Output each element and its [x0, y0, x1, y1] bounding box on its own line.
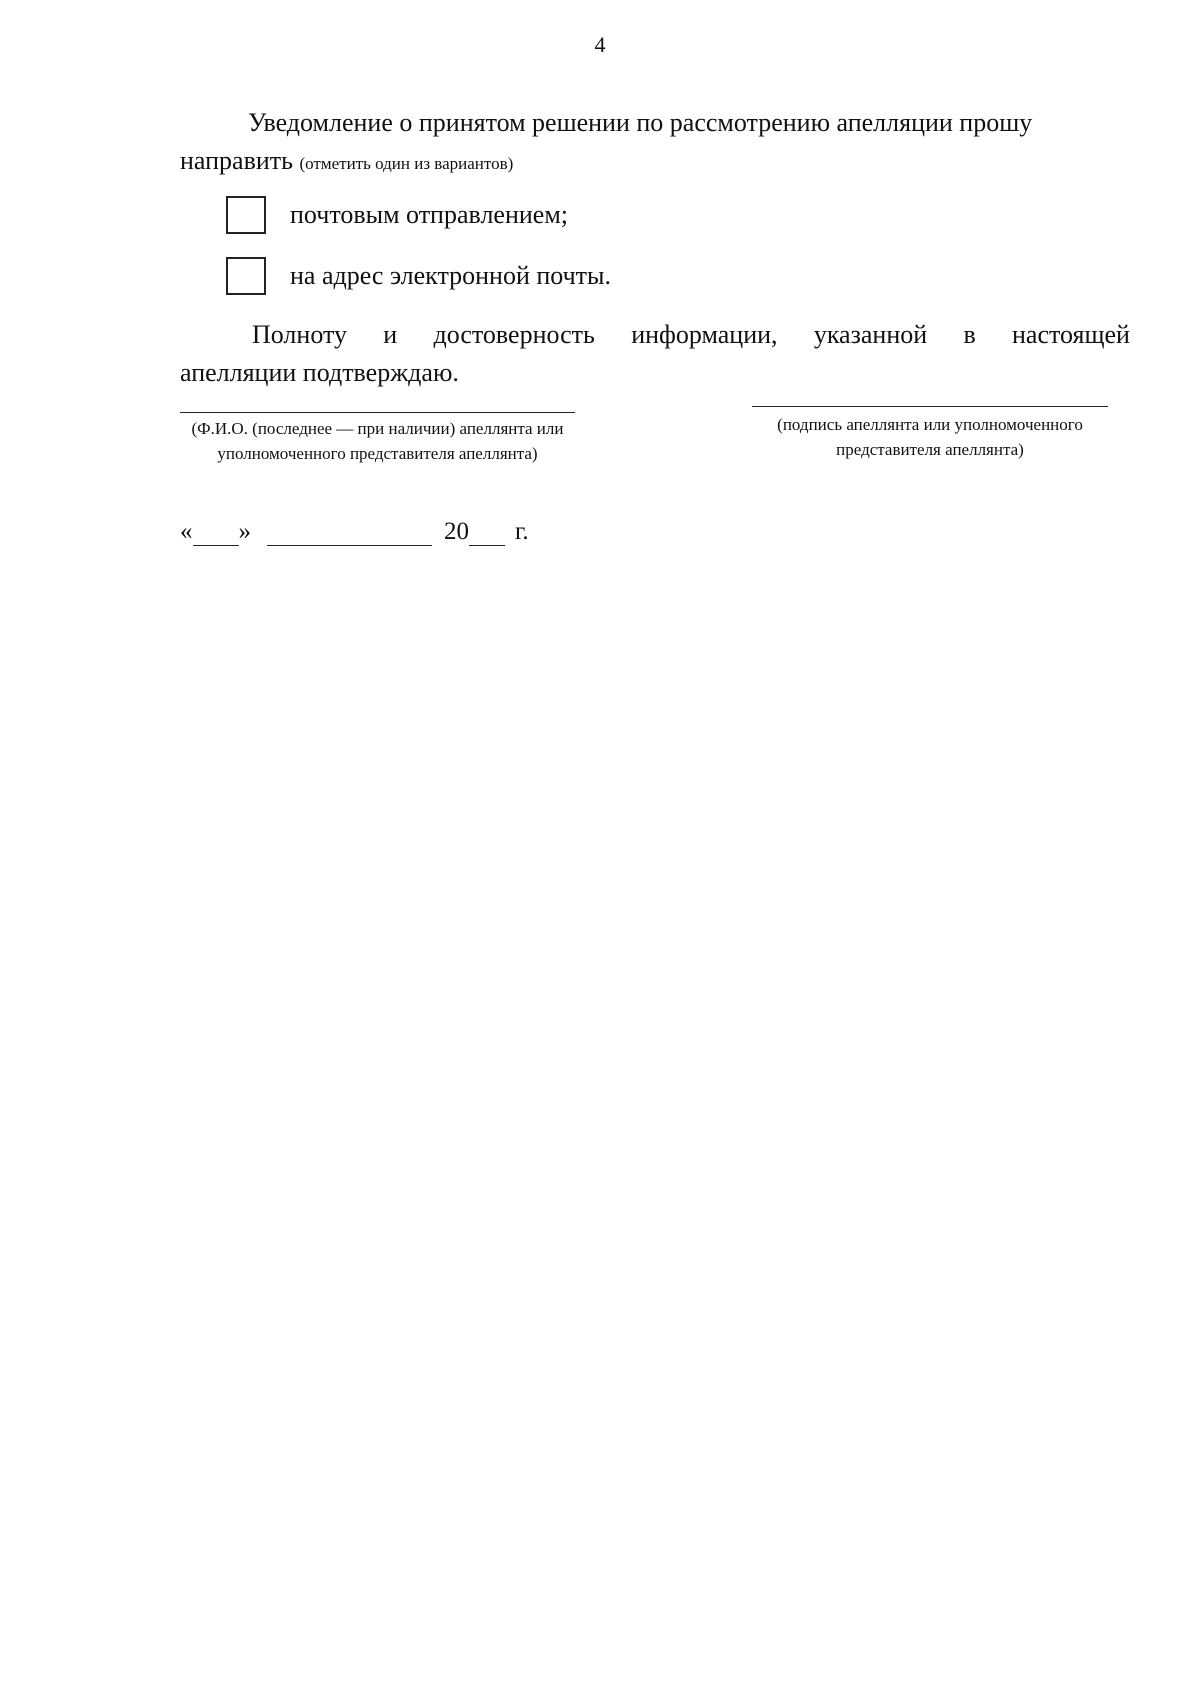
- date-year-blank[interactable]: [469, 523, 505, 546]
- date-month-blank[interactable]: [267, 523, 432, 546]
- confirmation-word: информации,: [631, 320, 778, 349]
- notice-text: Уведомление о принятом решении по рассмотрению апелляции прошу направить: [180, 108, 1033, 175]
- checkbox-postal[interactable]: [226, 196, 266, 234]
- confirmation-line-1: [180, 316, 1130, 354]
- checkbox-email[interactable]: [226, 257, 266, 295]
- date-row: [180, 518, 529, 546]
- signature-line[interactable]: [752, 406, 1108, 407]
- date-close-quote: »: [238, 518, 251, 545]
- confirmation-line-2: апелляции подтверждаю.: [180, 358, 459, 387]
- notice-hint: (отметить один из вариантов): [299, 154, 514, 173]
- confirmation-word: достоверность: [433, 320, 595, 349]
- option-email-label: на адрес электронной почты.: [290, 261, 612, 290]
- date-day-blank[interactable]: [193, 523, 239, 546]
- page-number: 4: [594, 32, 606, 57]
- option-email[interactable]: [226, 256, 611, 296]
- option-postal[interactable]: [226, 195, 568, 235]
- date-year-suffix: г.: [515, 518, 529, 545]
- date-open-quote: «: [180, 518, 193, 545]
- notice-paragraph: [180, 104, 1130, 183]
- confirmation-word: указанной: [813, 320, 928, 349]
- name-caption: (Ф.И.О. (последнее — при наличии) апеллянта или уполномоченного представителя апеллянта): [191, 419, 564, 463]
- confirmation-paragraph: [180, 316, 1130, 392]
- confirmation-word: в: [963, 320, 976, 349]
- name-signature-line[interactable]: [180, 412, 575, 413]
- confirmation-word: настоящей: [1012, 320, 1130, 349]
- signature-caption: (подпись апеллянта или уполномоченного представителя апеллянта): [777, 415, 1083, 459]
- option-postal-label: почтовым отправлением;: [290, 200, 569, 229]
- date-century: 20: [444, 518, 469, 545]
- confirmation-word: и: [383, 320, 398, 349]
- confirmation-word: Полноту: [252, 320, 347, 349]
